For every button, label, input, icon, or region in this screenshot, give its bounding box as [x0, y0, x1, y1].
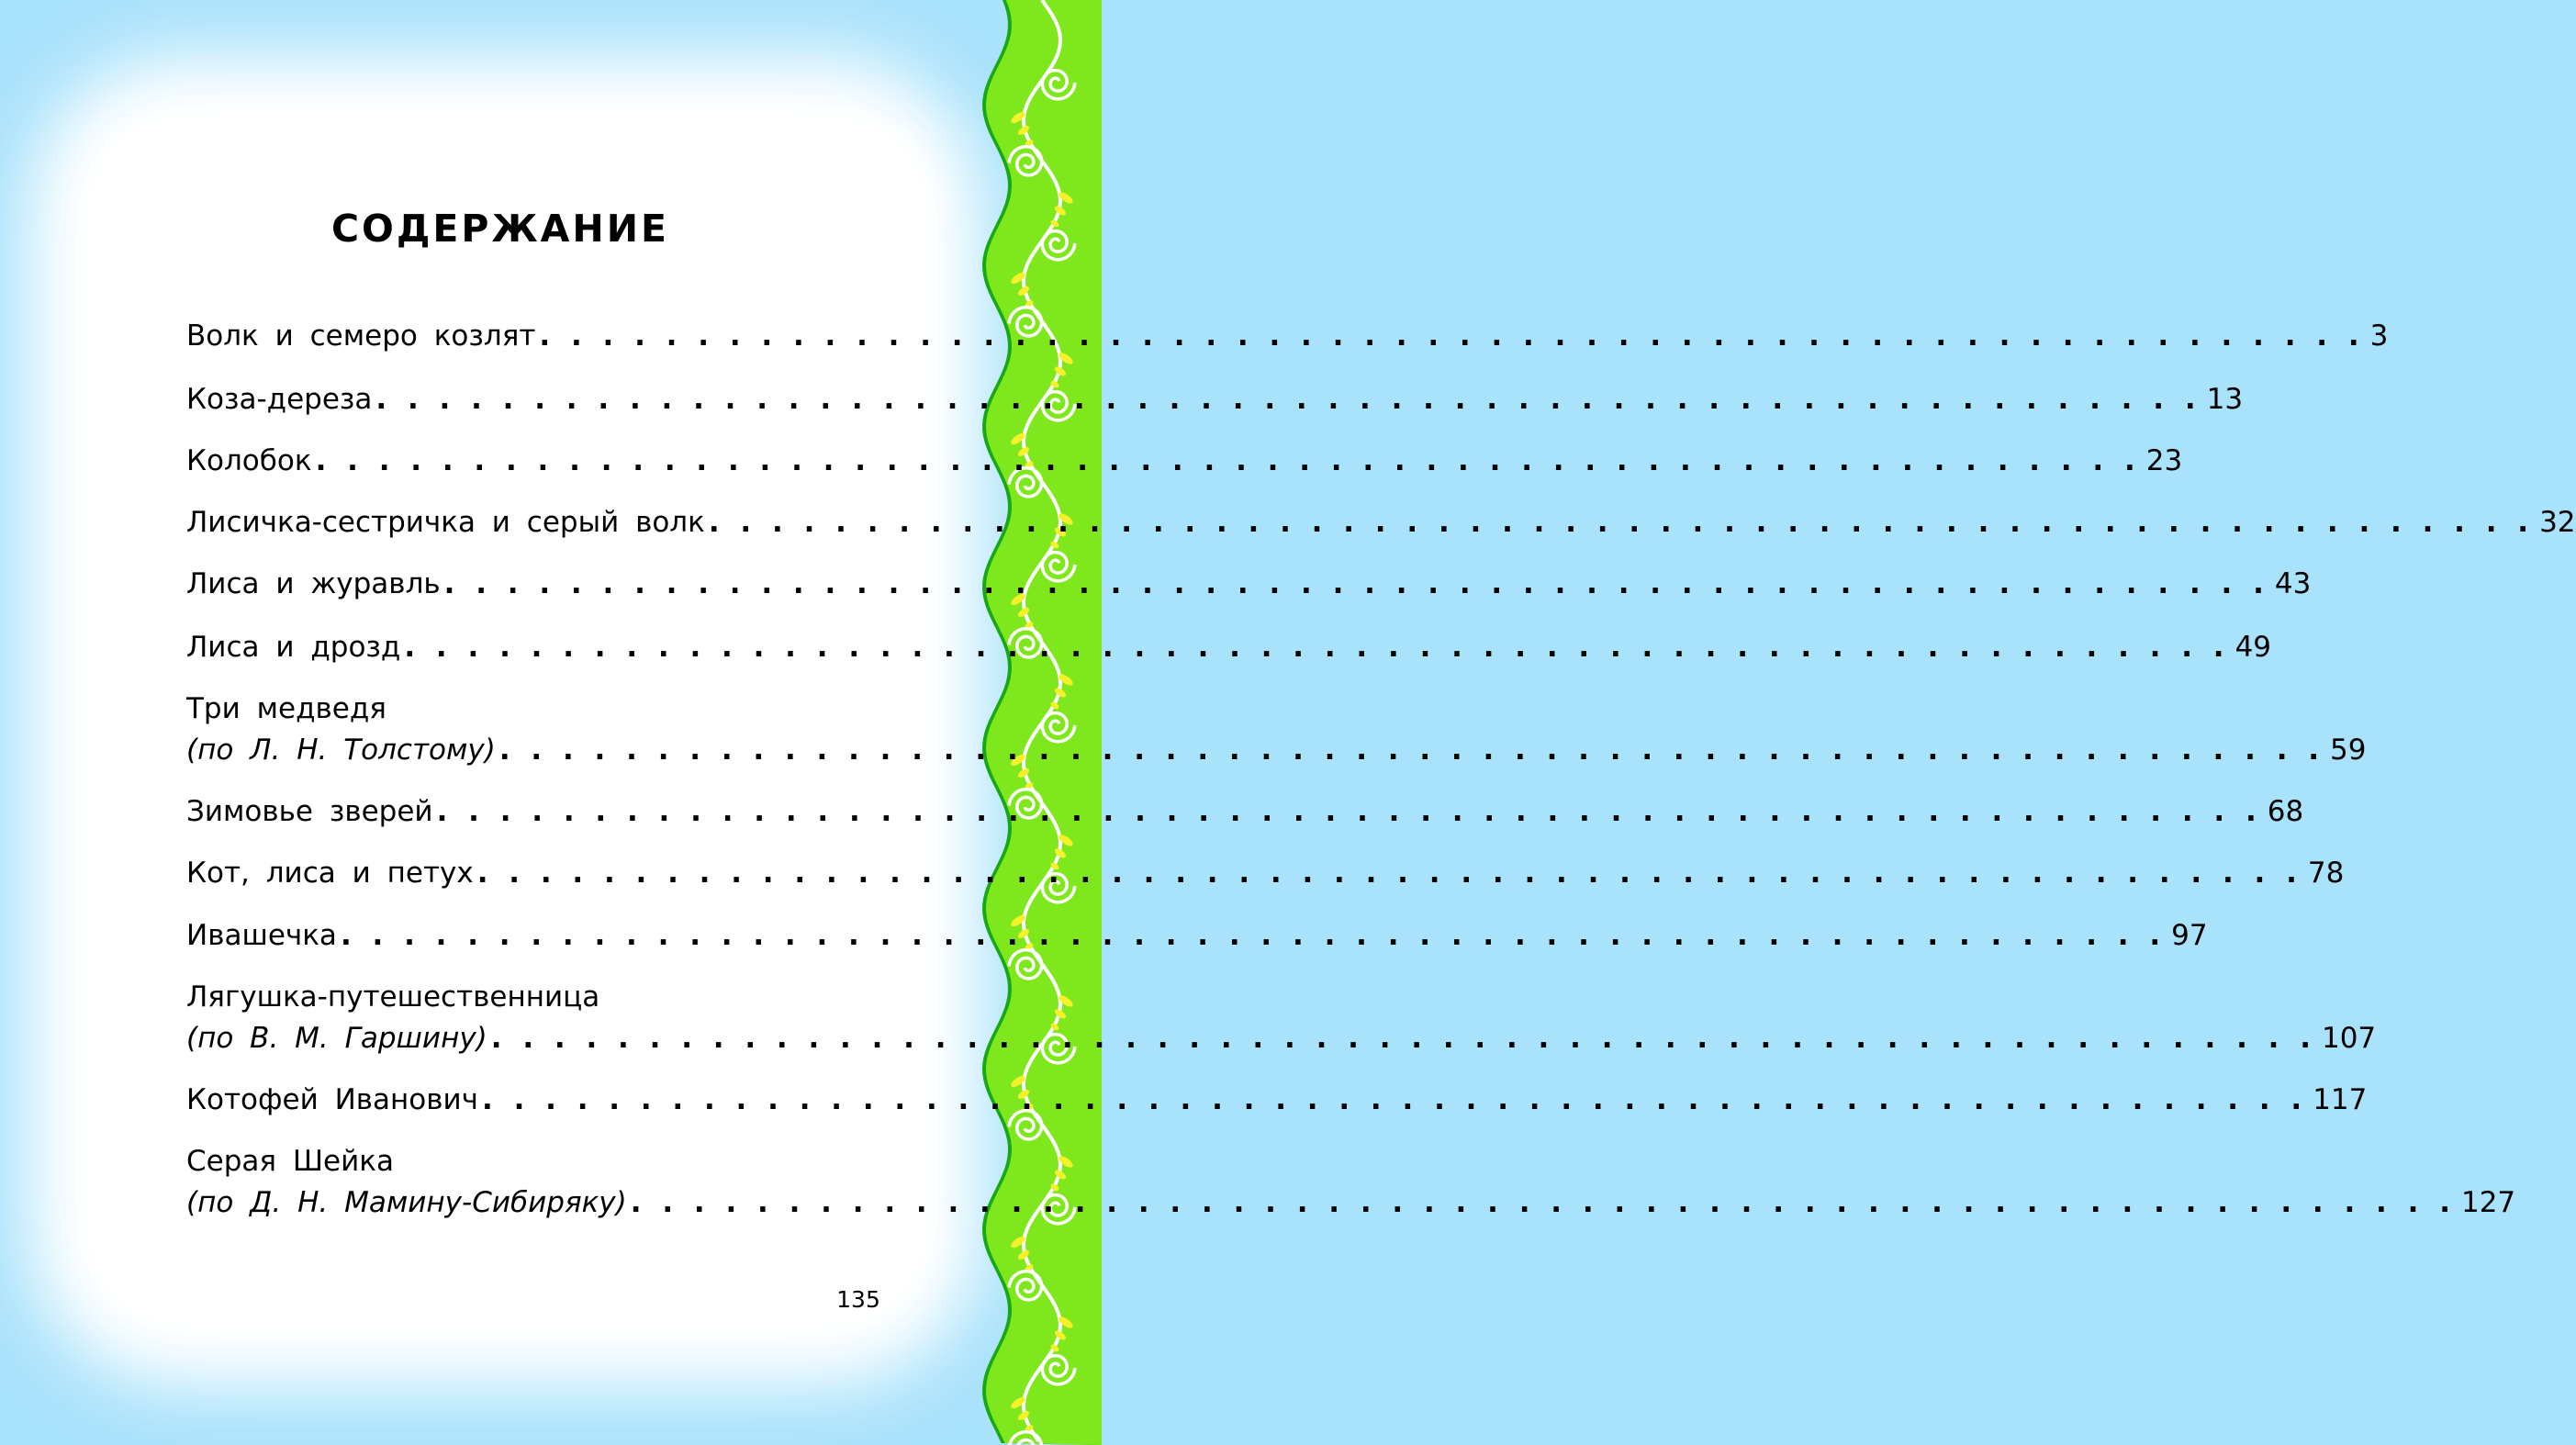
- toc-entry[interactable]: [186, 856, 2345, 891]
- entry-subtitle: (по В. М. Гаршину): [186, 1022, 487, 1055]
- entry-title: Лиса и дрозд: [186, 631, 401, 664]
- entry-page-number: 3: [2369, 319, 2389, 353]
- dot-leader: . . . . . . . . . . . . . . . . . . . . . . . . . . . . . . . . . . . . . . . . . . . . . . . . . . . . . . . . . .: [490, 1022, 2316, 1055]
- toc-entry[interactable]: [186, 1144, 2516, 1220]
- dot-leader: . . . . . . . . . . . . . . . . . . . . . . . . . . . . . . . . . . . . . . . . . . . . . . . . . . . . . . . . . .: [315, 444, 2141, 477]
- entry-page-number: 23: [2145, 444, 2183, 477]
- dot-leader: . . . . . . . . . . . . . . . . . . . . . . . . . . . . . . . . . . . . . . . . . . . . . . . . . . . . . . . . . .: [340, 919, 2167, 952]
- entry-page-number: 117: [2313, 1083, 2368, 1116]
- toc-entry[interactable]: [186, 630, 2272, 665]
- entry-page-number: 13: [2206, 383, 2244, 416]
- toc-entry[interactable]: [186, 794, 2304, 829]
- toc-entry[interactable]: [186, 980, 2377, 1056]
- entry-page-number: 78: [2307, 857, 2345, 890]
- entry-page-number: 68: [2267, 795, 2304, 828]
- entry-page-number: 107: [2321, 1022, 2377, 1055]
- entry-page-number: 43: [2274, 567, 2312, 600]
- toc-entry[interactable]: [186, 691, 2367, 767]
- entry-title: Серая Шейка: [186, 1145, 394, 1178]
- entry-title: Коза-дереза: [186, 383, 373, 416]
- dot-leader: . . . . . . . . . . . . . . . . . . . . . . . . . . . . . . . . . . . . . . . . . . . . . . . . . . . . . . . . . .: [630, 1186, 2456, 1219]
- entry-page-number: 59: [2330, 734, 2367, 767]
- toc-entry[interactable]: [186, 382, 2244, 417]
- entry-page-number: 32: [2539, 506, 2576, 539]
- entry-title: Котофей Иванович: [186, 1083, 478, 1116]
- entry-page-number: 127: [2460, 1186, 2516, 1219]
- dot-leader: . . . . . . . . . . . . . . . . . . . . . . . . . . . . . . . . . . . . . . . . . . . . . . . . . . . . . . . . . .: [708, 506, 2535, 539]
- dot-leader: . . . . . . . . . . . . . . . . . . . . . . . . . . . . . . . . . . . . . . . . . . . . . . . . . . . . . . . . . .: [443, 567, 2269, 600]
- entry-title: Лисичка-сестричка и серый волк: [186, 506, 705, 539]
- entry-title: Волк и семеро козлят: [186, 319, 536, 353]
- page-number: 135: [836, 1286, 880, 1313]
- entry-title: Три медведя: [186, 692, 386, 725]
- dot-leader: . . . . . . . . . . . . . . . . . . . . . . . . . . . . . . . . . . . . . . . . . . . . . . . . . . . . . . . . . .: [482, 1083, 2308, 1116]
- entry-subtitle: (по Д. Н. Мамину-Сибиряку): [186, 1186, 627, 1219]
- page-title: СОДЕРЖАНИЕ: [330, 207, 670, 251]
- entry-title: Колобок: [186, 444, 312, 477]
- entry-title: Зимовье зверей: [186, 795, 433, 828]
- dot-leader: . . . . . . . . . . . . . . . . . . . . . . . . . . . . . . . . . . . . . . . . . . . . . . . . . . . . . . . . . .: [476, 857, 2302, 890]
- toc-entry[interactable]: [186, 505, 2576, 540]
- toc-entry[interactable]: [186, 1082, 2368, 1117]
- toc-entry[interactable]: [186, 918, 2208, 953]
- toc-entry[interactable]: [186, 319, 2389, 353]
- entry-title: Лягушка-путешественница: [186, 980, 600, 1014]
- entry-subtitle: (по Л. Н. Толстому): [186, 734, 496, 767]
- dot-leader: . . . . . . . . . . . . . . . . . . . . . . . . . . . . . . . . . . . . . . . . . . . . . . . . . . . . . . . . . .: [539, 319, 2365, 353]
- toc-entry[interactable]: [186, 566, 2312, 601]
- entry-page-number: 49: [2234, 631, 2272, 664]
- entry-page-number: 97: [2171, 919, 2208, 952]
- dot-leader: . . . . . . . . . . . . . . . . . . . . . . . . . . . . . . . . . . . . . . . . . . . . . . . . . . . . . . . . . .: [498, 734, 2325, 767]
- dot-leader: . . . . . . . . . . . . . . . . . . . . . . . . . . . . . . . . . . . . . . . . . . . . . . . . . . . . . . . . . .: [375, 383, 2201, 416]
- toc-entry[interactable]: [186, 443, 2183, 478]
- dot-leader: . . . . . . . . . . . . . . . . . . . . . . . . . . . . . . . . . . . . . . . . . . . . . . . . . . . . . . . . . .: [436, 795, 2262, 828]
- entry-title: Лиса и журавль: [186, 567, 441, 600]
- dot-leader: . . . . . . . . . . . . . . . . . . . . . . . . . . . . . . . . . . . . . . . . . . . . . . . . . . . . . . . . . .: [404, 631, 2230, 664]
- entry-title: Ивашечка: [186, 919, 337, 952]
- entry-title: Кот, лиса и петух: [186, 857, 474, 890]
